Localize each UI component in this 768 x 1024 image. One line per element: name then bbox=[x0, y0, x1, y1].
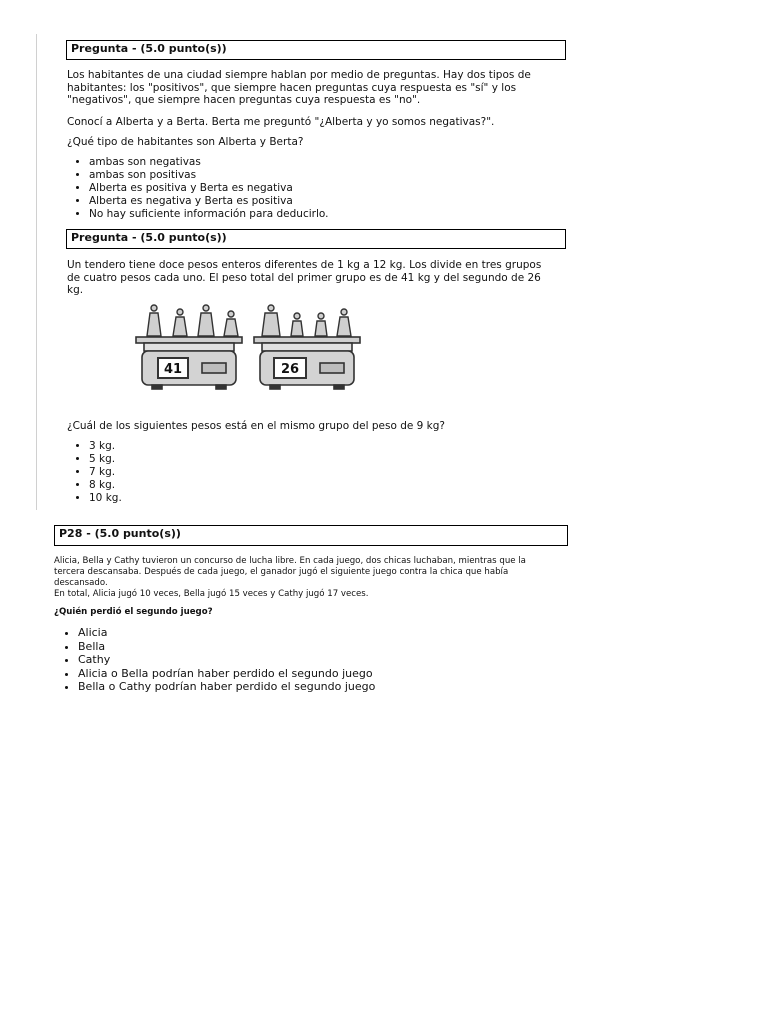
scale1-reading: 41 bbox=[163, 362, 183, 377]
q3-intro-line: tercera descansaba. Después de cada juego, el ganador jugó el siguiente juego contra la chica que había bbox=[54, 567, 509, 577]
q1-intro-line: "negativos", que siempre hacen preguntas cuya respuesta es "no". bbox=[67, 94, 421, 106]
q2-options bbox=[67, 440, 122, 505]
q2-option: • 8 kg. bbox=[89, 479, 122, 492]
q1-intro bbox=[67, 69, 531, 107]
q2-option: • 7 kg. bbox=[89, 466, 122, 479]
q2-question: ¿Cuál de los siguientes pesos está en el mismo grupo del peso de 9 kg? bbox=[67, 420, 446, 432]
q3-option: • Alicia o Bella podrían haber perdido el segundo juego bbox=[78, 667, 375, 681]
q3-header: P28 - (5.0 punto(s)) bbox=[54, 525, 568, 546]
scales-figure bbox=[134, 302, 364, 390]
q2-option: • 5 kg. bbox=[89, 453, 122, 466]
q2-intro-line: Un tendero tiene doce pesos enteros diferentes de 1 kg a 12 kg. Los divide en tres grupos bbox=[67, 259, 542, 271]
q1-option: • ambas son positivas bbox=[89, 169, 328, 182]
q1-option: • Alberta es negativa y Berta es positiva bbox=[89, 195, 328, 208]
q3-option: • Bella bbox=[78, 640, 375, 654]
q3-option: • Alicia bbox=[78, 626, 375, 640]
scale-left bbox=[136, 337, 242, 389]
q3-intro-line: En total, Alicia jugó 10 veces, Bella jugó 15 veces y Cathy jugó 17 veces. bbox=[54, 589, 369, 599]
q2-intro bbox=[67, 259, 541, 297]
scale-right bbox=[254, 337, 360, 389]
q3-option: • Bella o Cathy podrían haber perdido el segundo juego bbox=[78, 680, 375, 694]
q3-options bbox=[54, 626, 375, 694]
q1-header: Pregunta - (5.0 punto(s)) bbox=[66, 40, 566, 60]
q3-question: ¿Quién perdió el segundo juego? bbox=[54, 607, 213, 617]
scale2-reading: 26 bbox=[280, 362, 300, 377]
q3-intro-line: Alicia, Bella y Cathy tuvieron un concurso de lucha libre. En cada juego, dos chicas luchaban, mientras que la bbox=[54, 556, 526, 566]
q1-intro-line: Los habitantes de una ciudad siempre hablan por medio de preguntas. Hay dos tipos de bbox=[67, 69, 531, 81]
q2-intro-line: de cuatro pesos cada uno. El peso total del primer grupo es de 41 kg y del segundo de 26 bbox=[67, 271, 541, 284]
page-margin-line bbox=[36, 34, 37, 510]
q3-intro-line: descansado. bbox=[54, 578, 108, 588]
q1-options bbox=[67, 156, 328, 221]
q2-intro-line: kg. bbox=[67, 284, 84, 296]
q3-intro bbox=[54, 556, 526, 600]
q1-intro-line: habitantes: los "positivos", que siempre hacen preguntas cuya respuesta es "sí" y los bbox=[67, 81, 517, 94]
q1-option: • ambas son negativas bbox=[89, 156, 328, 169]
q1-option: • No hay suficiente información para deducirlo. bbox=[89, 208, 328, 221]
q1-statement: Conocí a Alberta y a Berta. Berta me preguntó "¿Alberta y yo somos negativas?". bbox=[67, 116, 495, 128]
q2-option: • 10 kg. bbox=[89, 492, 122, 505]
q2-header: Pregunta - (5.0 punto(s)) bbox=[66, 229, 566, 249]
q2-option: • 3 kg. bbox=[89, 440, 122, 453]
q1-question: ¿Qué tipo de habitantes son Alberta y Berta? bbox=[67, 136, 304, 148]
q1-option: • Alberta es positiva y Berta es negativa bbox=[89, 182, 328, 195]
q3-option: • Cathy bbox=[78, 653, 375, 667]
